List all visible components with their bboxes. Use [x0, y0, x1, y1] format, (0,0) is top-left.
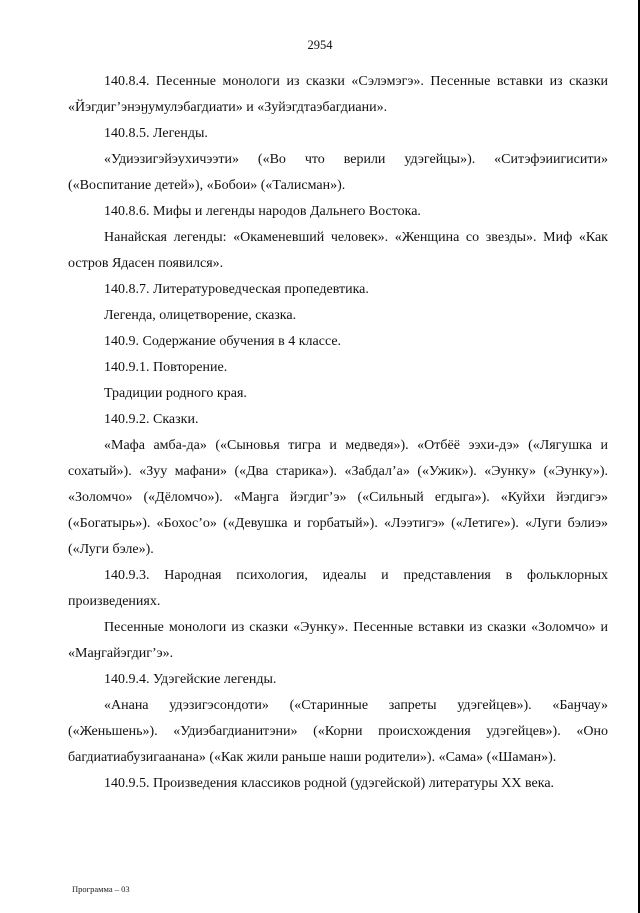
paragraph-140-9-3: 140.9.3. Народная психология, идеалы и представления в фольклорных произведениях.: [68, 568, 608, 609]
page-footer: Программа – 03: [72, 884, 130, 894]
paragraph-udege-legends-list: «Анана удэзигэсондоти» («Старинные запреты удэгейцев»). «Баӈчау» («Женьшень»). «Удиэбагдианитэни» («Корни происхождения удэгейцев»). «Оно багдиатиабузигаанана» («Как жили раньше наши родители»). «Сама» («Шаман»).: [68, 698, 608, 765]
paragraph-140-8-4: 140.8.4. Песенные монологи из сказки «Сэлэмэгэ». Песенные вставки из сказки «Йэгдиг’энэӈумулэбагдиати» и «Зуйэгдтаэбагдиани».: [68, 74, 608, 115]
paragraph-140-8-7-heading: 140.8.7. Литературоведческая пропедевтика.: [104, 282, 369, 297]
paragraph-traditions: Традиции родного края.: [104, 386, 247, 401]
paragraph-140-9-4-heading: 140.9.4. Удэгейские легенды.: [104, 672, 277, 687]
paragraph-song-monologues: Песенные монологи из сказки «Эунку». Песенные вставки из сказки «Золомчо» и «Маӈгайэгдиг’э».: [68, 620, 608, 661]
paragraph-140-9-1-heading: 140.9.1. Повторение.: [104, 360, 228, 375]
paragraph-tales-list: «Мафа амба-да» («Сыновья тигра и медведя»). «Отбёё ээхи-дэ» («Лягушка и сохатый»). «Зуу мафани» («Два старика»). «Забдал’а» («Ужик»). «Эунку» («Эунку»). «Золомчо» («Дёломчо»). «Маӈга йэгдиг’э» («Сильный егдыга»). «Куйхи йэгдигэ» («Богатырь»). «Бохос’о» («Девушка и горбатый»). «Лээтигэ» («Летиге»). «Луги бэлиэ» («Луги бэле»).: [68, 438, 608, 557]
paragraph-140-8-6-heading: 140.8.6. Мифы и легенды народов Дальнего Востока.: [104, 204, 421, 219]
page-number: 2954: [307, 38, 333, 52]
paragraph-140-9-5: 140.9.5. Произведения классиков родной (удэгейской) литературы XX века.: [104, 776, 555, 791]
paragraph-terms: Легенда, олицетворение, сказка.: [104, 308, 297, 323]
paragraph-140-9-2-heading: 140.9.2. Сказки.: [104, 412, 199, 427]
paragraph-legends: «Удиэзигэйэухичээти» («Во что верили удэгейцы»). «Ситэфэиигисити» («Воспитание детей»), «Бобои» («Талисман»).: [68, 152, 608, 193]
paragraph-140-9-heading: 140.9. Содержание обучения в 4 классе.: [104, 334, 342, 349]
paragraph-nanai-legends: Нанайская легенды: «Окаменевший человек». «Женщина со звезды». Миф «Как остров Ядасен появился».: [68, 230, 608, 271]
paragraph-140-8-5-heading: 140.8.5. Легенды.: [104, 126, 208, 141]
document-body: [68, 69, 608, 797]
